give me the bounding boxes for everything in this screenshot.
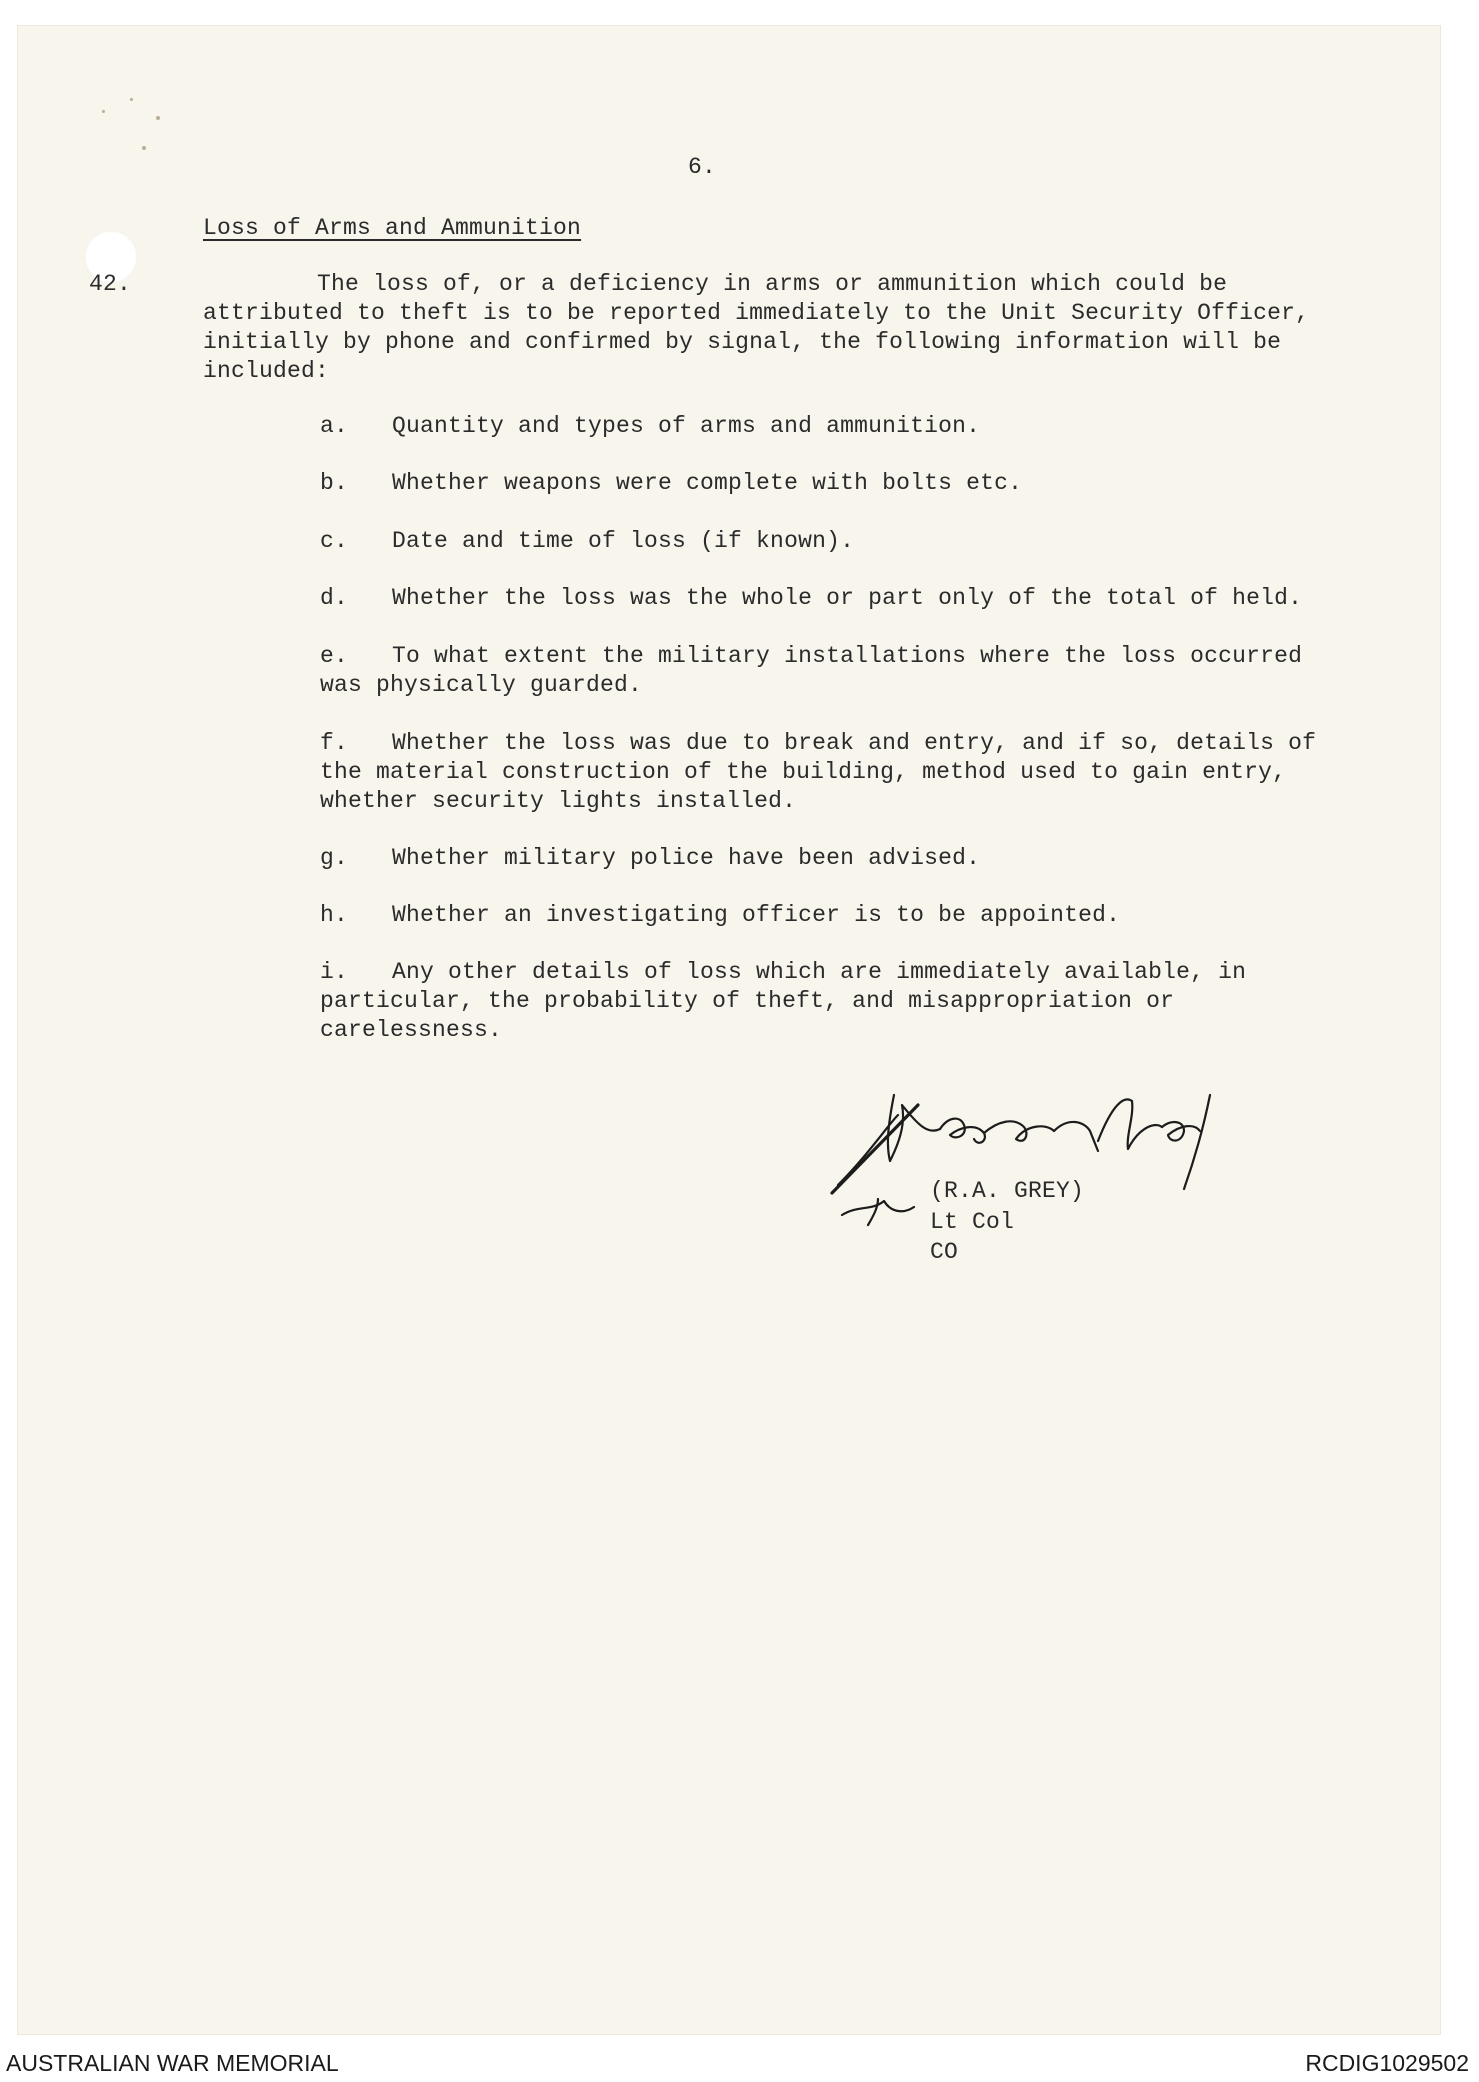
item-text: To what extent the military installations where the loss occurred was physically guarded. <box>320 643 1303 698</box>
signatory-name: (R.A. GREY) <box>930 1178 1085 1204</box>
paragraph-number: 42. <box>89 271 132 297</box>
item-letter: b. <box>320 470 349 496</box>
paper-speck <box>142 146 146 150</box>
item-letter: h. <box>320 902 349 928</box>
item-text: Whether the loss was due to break and entry, and if so, details of the material construction of the building, method used to gain entry, whether security lights installed. <box>320 730 1317 814</box>
item-letter: d. <box>320 585 349 611</box>
item-letter: f. <box>320 730 349 756</box>
footer-institution: AUSTRALIAN WAR MEMORIAL <box>6 2050 339 2076</box>
item-letter: g. <box>320 845 349 871</box>
item-text: Whether an investigating officer is to be appointed. <box>392 902 1121 928</box>
item-text: Any other details of loss which are immediately available, in particular, the probability of theft, and misappropriation or carelessness. <box>320 959 1247 1043</box>
item-letter: c. <box>320 528 349 554</box>
item-letter: i. <box>320 959 349 985</box>
item-text: Date and time of loss (if known). <box>392 528 855 554</box>
item-text: Whether the loss was the whole or part only of the total of held. <box>392 585 1303 611</box>
item-text: Quantity and types of arms and ammunition. <box>392 413 981 439</box>
paragraph-text: The loss of, or a deficiency in arms or ammunition which could be attributed to theft is to be reported immediately to the Unit Security Officer, initially by phone and confirmed by signal, the following information will be included: <box>203 271 1310 384</box>
item-text: Whether military police have been advised. <box>392 845 981 871</box>
page-number: 6. <box>688 154 717 180</box>
signatory-rank: Lt Col <box>930 1209 1015 1235</box>
handwritten-signature <box>828 1065 1258 1235</box>
footer-reference: RCDIG1029502 <box>1305 2050 1469 2076</box>
paper-speck <box>102 110 105 113</box>
section-heading: Loss of Arms and Ammunition <box>203 215 582 241</box>
paper-speck <box>130 98 133 101</box>
list-item <box>320 958 1330 1045</box>
paper-speck <box>156 116 160 120</box>
paragraph-42 <box>89 270 1333 386</box>
item-text: Whether weapons were complete with bolts etc. <box>392 470 1023 496</box>
list-item <box>320 729 1330 816</box>
list-item <box>320 642 1330 729</box>
signatory-appointment: CO <box>930 1239 959 1265</box>
item-letter: e. <box>320 643 349 669</box>
item-letter: a. <box>320 413 349 439</box>
